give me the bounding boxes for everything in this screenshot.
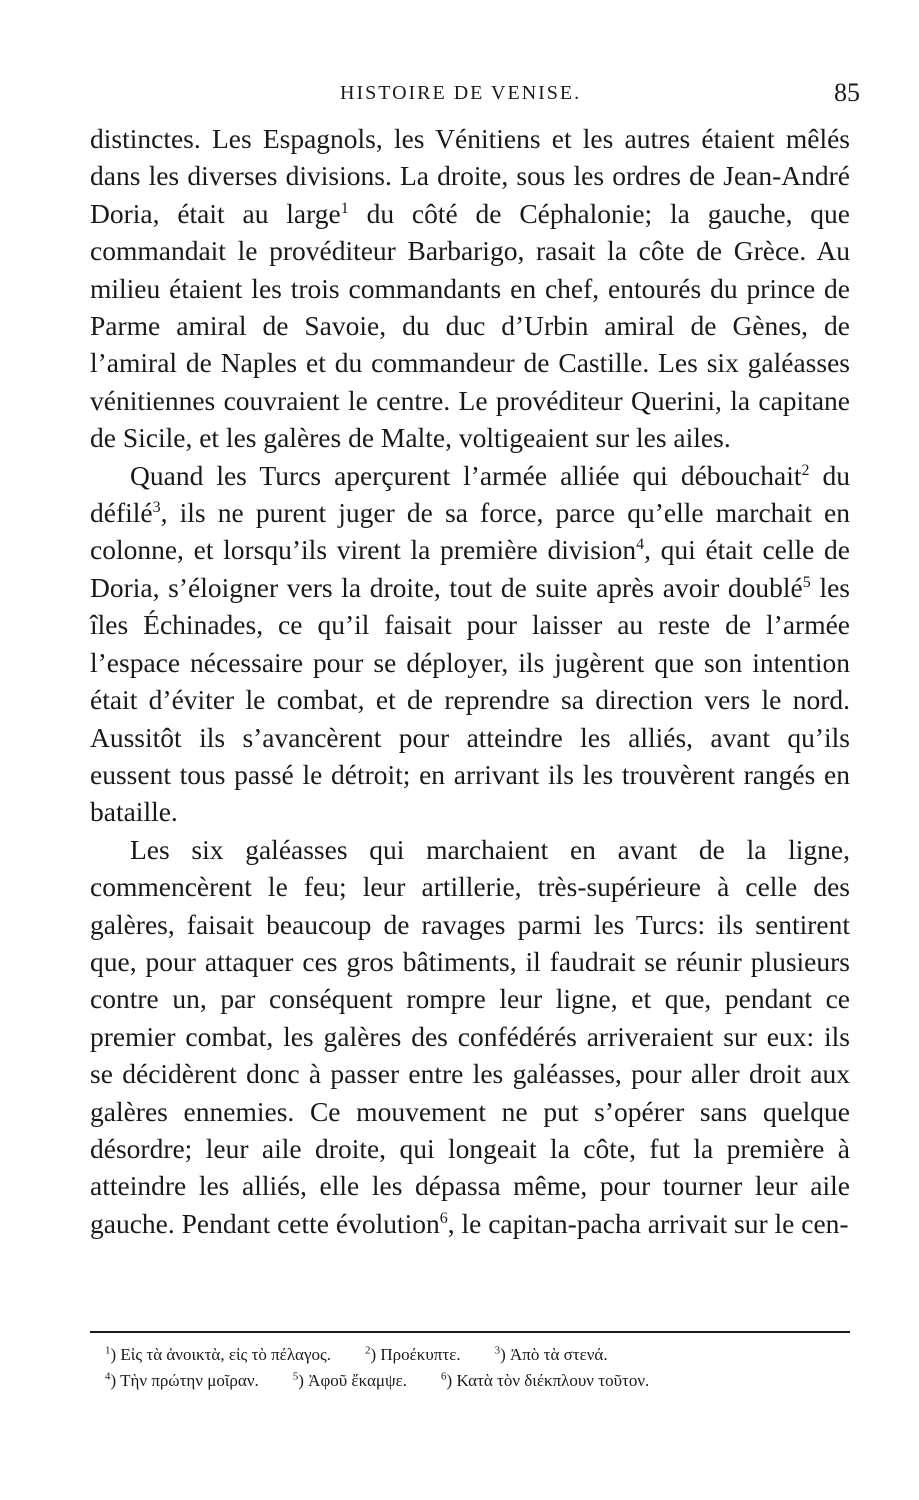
footnote-row-1 — [105, 1342, 845, 1368]
paragraph-2 — [90, 457, 850, 831]
text-run: les îles Échinades, ce qu’il faisait pour laisser au reste de l’armée l’espace nécessaire pour se déployer, ils jugèrent que son intention était d’éviter le combat, et de reprendre sa direction vers le nord. Aussitôt ils s’avancèrent pour atteindre les alliés, avant qu’ils eussent tous passé le détroit; en arrivant ils les trouvèrent rangés en bataille. — [90, 571, 850, 828]
running-title: HISTOIRE DE VENISE. — [340, 82, 582, 104]
paragraph-1 — [90, 120, 850, 457]
text-run: distinctes. Les Espagnols, les Vénitiens et les autres étaient mêlés dans les diverses divisions. La droite, sous les ordres de Jean-André Doria, était au large — [90, 123, 850, 229]
footnote-5: $^5$) Ἀφοῦ ἔκαμψε. — [292, 1370, 408, 1390]
footnote-2: $^2$) Προέκυπτε. — [364, 1344, 461, 1364]
footnote-rule — [90, 1331, 850, 1333]
footnote-marker: 5 — [802, 573, 811, 591]
footnotes — [105, 1342, 845, 1394]
page-number: 85 — [834, 78, 860, 107]
footnote-marker: 3 — [152, 498, 161, 516]
footnote-marker: 6 — [439, 1209, 448, 1227]
text-run: , le capitan-pacha arrivait sur le cen- — [447, 1207, 849, 1239]
text-run: Les six galéasses qui marchaient en avant de la ligne, commencèrent le feu; leur artillerie, très-supérieure à celle des galères, faisait beaucoup de ravages parmi les Turcs: ils sentirent que, pour attaquer ces gros bâtiments, il faudrait se réunir plusieurs contre un, par conséquent rompre leur ligne, et que, pendant ce premier combat, les galères des confédérés arriveraient sur eux: ils se décidèrent donc à passer entre les galéasses, pour aller droit aux galères ennemies. Ce mouvement ne put s’opérer sans quelque désordre; leur aile droite, qui longeait la côte, fut la première à atteindre les alliés, elle les dépassa même, pour tourner leur aile gauche. Pendant cette évolution — [90, 833, 850, 1239]
footnote-1: $^1$) Εἰς τὰ ἀνοικτὰ, εἰς τὸ πέλαγος. — [105, 1344, 331, 1364]
footnote-4: $^4$) Τὴν πρώτην μοῖραν. — [105, 1370, 259, 1390]
page-header — [90, 78, 860, 112]
footnote-marker: 4 — [636, 536, 645, 554]
text-run: du défilé — [90, 459, 851, 529]
footnote-6: $^6$) Κατὰ τὸν διέκπλουν τοῦτον. — [441, 1370, 650, 1390]
text-run: , qui était celle de Doria, s’éloigner vers la droite, tout de suite après avoir doublé — [90, 534, 850, 603]
body-text — [90, 120, 850, 1242]
footnote-row-2 — [105, 1368, 845, 1394]
text-run: , ils ne purent juger de sa force, parce qu’elle marchait en colonne, et lorsqu’ils virent la première division — [90, 497, 850, 566]
text-run: Quand les Turcs aperçurent l’armée alliée qui débouchait — [130, 459, 802, 491]
footnote-3: $^3$) Ἀπὸ τὰ στενά. — [494, 1344, 608, 1364]
paragraph-3 — [90, 831, 850, 1242]
footnote-marker: 2 — [801, 461, 810, 479]
footnote-marker: 1 — [340, 199, 349, 217]
text-run: du côté de Céphalonie; la gauche, que commandait le provéditeur Barbarigo, rasait la côte de Grèce. Au milieu étaient les trois commandants en chef, entourés du prince de Parme amiral de Savoie, du duc d’Urbin amiral de Gènes, de l’amiral de Naples et du commandeur de Castille. Les six galéasses vénitiennes couvraient le centre. Le provéditeur Querini, la capitane de Sicile, et les galères de Malte, voltigeaient sur les ailes. — [90, 197, 850, 454]
